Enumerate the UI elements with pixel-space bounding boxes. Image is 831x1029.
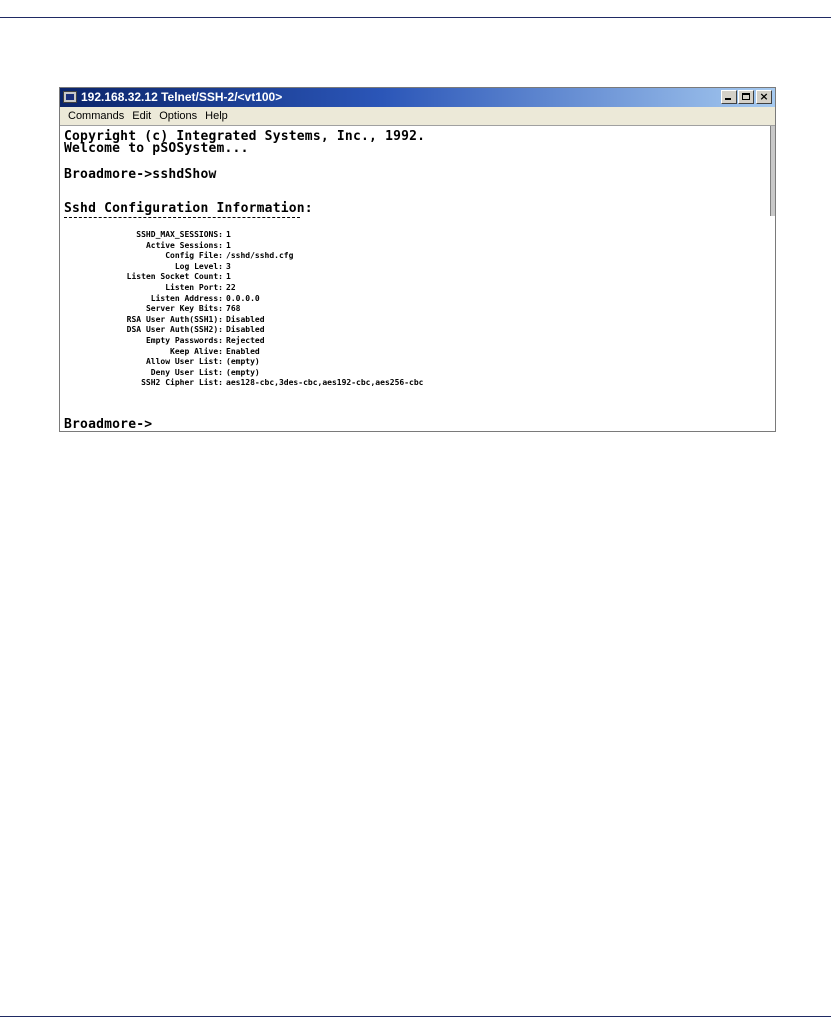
config-row bbox=[60, 357, 423, 368]
config-value: Enabled bbox=[226, 346, 260, 356]
config-key: SSH2 Cipher List: bbox=[141, 378, 223, 388]
terminal-output[interactable] bbox=[60, 126, 775, 431]
config-key: Config File: bbox=[165, 251, 223, 261]
config-row bbox=[60, 368, 423, 379]
config-row bbox=[60, 378, 423, 389]
minimize-icon bbox=[725, 98, 731, 100]
config-value: 1 bbox=[226, 230, 231, 239]
menu-options[interactable]: Options bbox=[159, 109, 198, 122]
config-key: Empty Passwords: bbox=[145, 335, 223, 345]
config-value: Disabled bbox=[226, 325, 265, 335]
config-row bbox=[60, 272, 423, 283]
caption-buttons bbox=[720, 90, 772, 104]
page-bottom-rule bbox=[0, 1016, 831, 1017]
config-key: Listen Port: bbox=[165, 282, 223, 292]
config-value: (empty) bbox=[226, 357, 260, 367]
config-value: 768 bbox=[226, 304, 241, 314]
config-value: /sshd/sshd.cfg bbox=[226, 251, 294, 261]
page-top-rule bbox=[0, 17, 831, 18]
config-row bbox=[60, 336, 423, 347]
config-key: SSHD_MAX_SESSIONS: bbox=[136, 230, 223, 239]
config-key: Deny User List: bbox=[150, 367, 223, 377]
config-key: Listen Socket Count: bbox=[126, 272, 223, 282]
menu-edit[interactable]: Edit bbox=[132, 109, 152, 122]
config-key: Server Key Bits: bbox=[145, 304, 223, 314]
config-value: 0.0.0.0 bbox=[226, 293, 260, 303]
config-row bbox=[60, 262, 423, 273]
config-key: Keep Alive: bbox=[170, 346, 223, 356]
config-value: 3 bbox=[226, 261, 231, 271]
title-bar[interactable] bbox=[60, 88, 775, 107]
config-row bbox=[60, 241, 423, 252]
config-value: aes128-cbc,3des-cbc,aes192-cbc,aes256-cbc bbox=[226, 378, 424, 388]
close-button[interactable] bbox=[756, 90, 772, 104]
section-underline bbox=[64, 217, 300, 219]
copyright-line: Copyright (c) Integrated Systems, Inc., 1992. bbox=[64, 129, 426, 144]
telnet-window[interactable] bbox=[59, 87, 776, 432]
config-list bbox=[60, 230, 423, 389]
config-row bbox=[60, 325, 423, 336]
menu-help[interactable]: Help bbox=[205, 109, 228, 122]
menu-bar bbox=[60, 107, 775, 126]
vertical-scrollbar[interactable] bbox=[770, 126, 775, 216]
config-row bbox=[60, 230, 423, 241]
config-value: (empty) bbox=[226, 367, 260, 377]
maximize-button[interactable] bbox=[738, 90, 754, 104]
config-row bbox=[60, 251, 423, 262]
config-key: Allow User List: bbox=[145, 357, 223, 367]
config-row bbox=[60, 283, 423, 294]
config-value: 1 bbox=[226, 240, 231, 250]
config-key: RSA User Auth(SSH1): bbox=[126, 314, 223, 324]
section-title: Sshd Configuration Information: bbox=[64, 201, 313, 216]
welcome-line: Welcome to pSOSystem... bbox=[64, 141, 249, 156]
config-row bbox=[60, 304, 423, 315]
config-row bbox=[60, 315, 423, 326]
config-key: Listen Address: bbox=[150, 293, 223, 303]
config-row bbox=[60, 347, 423, 358]
menu-commands[interactable]: Commands bbox=[68, 109, 125, 122]
config-key: Log Level: bbox=[174, 261, 223, 271]
final-prompt: Broadmore-> bbox=[64, 417, 153, 432]
maximize-icon bbox=[742, 93, 750, 100]
config-value: 22 bbox=[226, 282, 236, 292]
config-value: Disabled bbox=[226, 314, 265, 324]
command-line: Broadmore->sshdShow bbox=[64, 167, 217, 182]
close-icon: × bbox=[759, 90, 769, 103]
config-value: Rejected bbox=[226, 335, 265, 345]
config-key: Active Sessions: bbox=[145, 240, 223, 250]
terminal-app-icon[interactable] bbox=[63, 91, 77, 103]
window-title: 192.168.32.12 Telnet/SSH-2/<vt100> bbox=[81, 90, 283, 104]
config-value: 1 bbox=[226, 272, 231, 282]
config-row bbox=[60, 294, 423, 305]
minimize-button[interactable] bbox=[721, 90, 737, 104]
config-key: DSA User Auth(SSH2): bbox=[126, 325, 223, 335]
